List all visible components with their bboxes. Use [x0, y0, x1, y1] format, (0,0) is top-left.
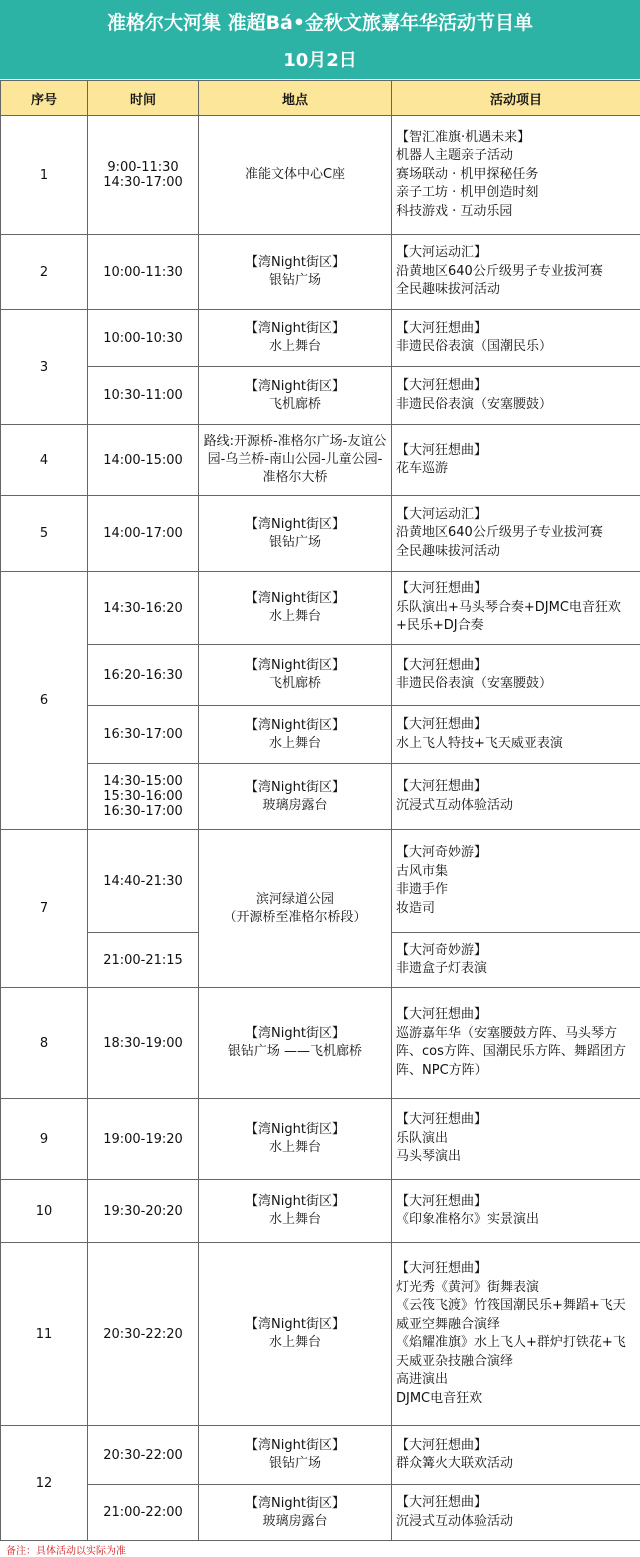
- table-header-row: [1, 81, 640, 116]
- table-row: [1, 235, 640, 310]
- cell-seq: 12: [1, 1426, 88, 1541]
- activity-line: 高进演出: [396, 1372, 449, 1387]
- activity-line: 非遗盒子灯表演: [396, 961, 488, 976]
- cell-activity: [392, 988, 640, 1099]
- activity-line: 花车巡游: [396, 461, 449, 476]
- activity-line: 古风市集: [396, 863, 449, 879]
- place-line: 水上舞台: [268, 1335, 321, 1350]
- cell-activity: [392, 1243, 640, 1426]
- cell-time: [88, 116, 199, 235]
- cell-activity: [392, 496, 640, 572]
- cell-time: [88, 764, 199, 830]
- activity-line: 【大河狂想曲】: [396, 378, 488, 393]
- activity-line: 非遗民俗表演（国潮民乐）: [396, 339, 553, 354]
- activity-line: 【大河狂想曲】: [396, 1112, 488, 1128]
- place-line: 路线:开源桥-准格尔广场-友谊公园-乌兰桥-南山公园-儿童公园-准格尔大桥: [203, 434, 387, 485]
- cell-seq: 5: [1, 496, 88, 572]
- activity-line: 乐队演出: [396, 1130, 449, 1146]
- cell-activity: [392, 310, 640, 367]
- cell-time: [88, 367, 199, 425]
- cell-time: [88, 933, 199, 988]
- place-line: 【湾Night街区】: [245, 779, 345, 795]
- footer-note: 备注：具体活动以实际为准: [6, 1546, 126, 1557]
- cell-activity: [392, 706, 640, 764]
- activity-line: 《云筏飞渡》竹筏国潮民乐+舞蹈+飞天威亚空舞融合演绎: [396, 1298, 626, 1332]
- activity-line: 【大河狂想曲】: [396, 1193, 488, 1209]
- time-line: 10:00-11:30: [103, 264, 183, 280]
- time-line: 14:30-15:00: [103, 774, 183, 789]
- cell-seq: 6: [1, 572, 88, 830]
- cell-time: [88, 425, 199, 496]
- place-line: 【湾Night街区】: [245, 1026, 345, 1041]
- activity-line: 科技游戏 · 互动乐园: [396, 203, 513, 219]
- cell-place: [199, 235, 392, 310]
- cell-activity: [392, 764, 640, 830]
- cell-time: [88, 1243, 199, 1426]
- cell-place: [199, 1426, 392, 1485]
- time-line: 18:30-19:00: [103, 1035, 183, 1051]
- time-line: 21:00-22:00: [103, 1505, 183, 1520]
- activity-line: 【大河运动汇】: [396, 245, 488, 261]
- time-line: 20:30-22:20: [103, 1326, 183, 1342]
- activity-line: 全民趣味拔河活动: [396, 282, 501, 298]
- time-line: 20:30-22:00: [103, 1447, 183, 1463]
- cell-seq: 4: [1, 425, 88, 496]
- place-line: 玻璃房露台: [262, 1513, 328, 1529]
- cell-seq: 1: [1, 116, 88, 235]
- cell-place: [199, 1485, 392, 1541]
- activity-line: 沉浸式互动体验活动: [396, 1513, 514, 1529]
- cell-seq: 8: [1, 988, 88, 1099]
- column-header-seq: 序号: [1, 81, 88, 116]
- table-row: [1, 1426, 640, 1485]
- cell-seq: 11: [1, 1243, 88, 1426]
- cell-time: [88, 1426, 199, 1485]
- place-line: 【湾Night街区】: [245, 1122, 345, 1137]
- cell-time: [88, 988, 199, 1099]
- column-header-activity: 活动项目: [392, 81, 640, 116]
- activity-line: 沉浸式互动体验活动: [396, 797, 514, 813]
- activity-line: 【大河狂想曲】: [396, 442, 488, 458]
- cell-activity: [392, 933, 640, 988]
- activity-line: 【智汇准旗·机遇未来】: [396, 129, 531, 145]
- activity-line: 【大河狂想曲】: [396, 779, 488, 794]
- cell-activity: [392, 572, 640, 645]
- activity-line: 【大河狂想曲】: [396, 1437, 488, 1453]
- cell-activity: [392, 830, 640, 933]
- cell-seq: 9: [1, 1099, 88, 1180]
- cell-place: [199, 706, 392, 764]
- place-line: 水上舞台: [268, 339, 321, 354]
- table-row: [1, 1485, 640, 1541]
- place-line: 【湾Night街区】: [245, 1438, 345, 1453]
- activity-line: 沿黄地区640公斤级男子专业拔河赛: [396, 525, 603, 541]
- cell-place: [199, 1243, 392, 1426]
- schedule-table: [0, 80, 640, 1541]
- activity-line: 群众篝火大联欢活动: [396, 1456, 514, 1471]
- place-line: 【湾Night街区】: [245, 516, 345, 532]
- activity-line: 【大河狂想曲】: [396, 1495, 488, 1510]
- place-line: 【湾Night街区】: [245, 378, 345, 394]
- cell-activity: [392, 1426, 640, 1485]
- place-line: 【湾Night街区】: [245, 1495, 345, 1511]
- table-row: [1, 764, 640, 830]
- place-line: 飞机廊桥: [268, 676, 321, 691]
- place-line: 银钻广场: [268, 1456, 321, 1471]
- activity-line: 马头琴演出: [396, 1149, 462, 1165]
- table-row: [1, 367, 640, 425]
- time-line: 15:30-16:00: [103, 789, 183, 804]
- table-row: [1, 310, 640, 367]
- time-line: 16:30-17:00: [103, 727, 183, 742]
- cell-place: [199, 310, 392, 367]
- activity-line: DJMC电音狂欢: [396, 1390, 483, 1406]
- time-line: 19:00-19:20: [103, 1131, 183, 1147]
- activity-line: 【大河狂想曲】: [396, 1261, 488, 1276]
- cell-time: [88, 1180, 199, 1243]
- cell-seq: 10: [1, 1180, 88, 1243]
- cell-place: [199, 1099, 392, 1180]
- cell-time: [88, 572, 199, 645]
- time-line: 10:30-11:00: [103, 388, 183, 403]
- place-line: 【湾Night街区】: [245, 658, 345, 673]
- activity-line: 【大河狂想曲】: [396, 1007, 488, 1022]
- cell-time: [88, 830, 199, 933]
- activity-line: 【大河奇妙游】: [396, 845, 488, 860]
- activity-line: 《焰耀准旗》水上飞人+群炉打铁花+飞天威亚杂技融合演绎: [396, 1335, 626, 1369]
- activity-line: 【大河奇妙游】: [396, 942, 488, 958]
- time-line: 19:30-20:20: [103, 1203, 183, 1219]
- place-line: 滨河绿道公园: [255, 891, 334, 907]
- place-line: 【湾Night街区】: [245, 321, 345, 336]
- time-line: 14:30-16:20: [103, 600, 183, 616]
- cell-place: [199, 645, 392, 706]
- column-header-time: 时间: [88, 81, 199, 116]
- table-row: [1, 706, 640, 764]
- time-line: 14:30-17:00: [103, 175, 183, 190]
- cell-seq: 2: [1, 235, 88, 310]
- activity-line: 【大河运动汇】: [396, 506, 488, 522]
- table-row: [1, 830, 640, 933]
- place-line: 准能文体中心C座: [244, 167, 346, 182]
- time-line: 16:30-17:00: [103, 804, 183, 819]
- cell-time: [88, 1099, 199, 1180]
- place-line: 【湾Night街区】: [245, 717, 345, 733]
- cell-activity: [392, 1180, 640, 1243]
- page-date: 10月2日: [283, 50, 357, 71]
- cell-seq: 7: [1, 830, 88, 988]
- table-row: [1, 1243, 640, 1426]
- table-row: [1, 116, 640, 235]
- cell-time: [88, 645, 199, 706]
- title-banner: [0, 0, 640, 79]
- cell-activity: [392, 1099, 640, 1180]
- activity-line: 亲子工坊 · 机甲创造时刻: [396, 185, 539, 201]
- place-line: （开源桥至准格尔桥段）: [223, 909, 367, 925]
- cell-place: [199, 830, 392, 988]
- place-line: 【湾Night街区】: [245, 255, 345, 270]
- cell-place: [199, 367, 392, 425]
- table-row: [1, 645, 640, 706]
- cell-place: [199, 1180, 392, 1243]
- activity-line: 【大河狂想曲】: [396, 581, 488, 597]
- cell-activity: [392, 367, 640, 425]
- cell-time: [88, 235, 199, 310]
- place-line: 银钻广场: [268, 273, 321, 288]
- cell-place: [199, 988, 392, 1099]
- table-row: [1, 572, 640, 645]
- activity-line: 妆造司: [396, 900, 436, 916]
- cell-time: [88, 496, 199, 572]
- time-line: 10:00-10:30: [103, 330, 183, 346]
- place-line: 水上舞台: [268, 1140, 321, 1155]
- cell-place: [199, 425, 392, 496]
- activity-line: 《印象准格尔》实景演出: [396, 1212, 540, 1227]
- time-line: 14:00-15:00: [103, 452, 183, 468]
- time-line: 21:00-21:15: [103, 952, 183, 968]
- place-line: 玻璃房露台: [262, 797, 328, 813]
- table-row: [1, 1099, 640, 1180]
- activity-line: 乐队演出+马头琴合奏+DJMC电音狂欢+民乐+DJ合奏: [396, 599, 621, 634]
- activity-line: 巡游嘉年华（安塞腰鼓方阵、马头琴方阵、cos方阵、国潮民乐方阵、舞蹈团方阵、NPC方阵）: [396, 1025, 626, 1078]
- cell-activity: [392, 235, 640, 310]
- cell-place: [199, 764, 392, 830]
- time-line: 14:40-21:30: [103, 873, 183, 889]
- cell-place: [199, 572, 392, 645]
- activity-line: 【大河狂想曲】: [396, 717, 488, 732]
- table-row: [1, 988, 640, 1099]
- activity-line: 【大河狂想曲】: [396, 320, 488, 336]
- activity-line: 非遗手作: [396, 882, 449, 897]
- place-line: 水上舞台: [268, 609, 321, 624]
- table-row: [1, 496, 640, 572]
- time-line: 9:00-11:30: [107, 160, 179, 175]
- cell-place: [199, 496, 392, 572]
- cell-activity: [392, 116, 640, 235]
- cell-activity: [392, 645, 640, 706]
- table-row: [1, 425, 640, 496]
- cell-seq: 3: [1, 310, 88, 425]
- activity-line: 【大河狂想曲】: [396, 657, 488, 673]
- place-line: 【湾Night街区】: [245, 1194, 345, 1209]
- activity-line: 非遗民俗表演（安塞腰鼓）: [396, 676, 553, 691]
- cell-time: [88, 1485, 199, 1541]
- place-line: 银钻广场: [268, 534, 321, 550]
- activity-line: 赛场联动 · 机甲探秘任务: [396, 166, 539, 182]
- place-line: 【湾Night街区】: [245, 591, 345, 606]
- activity-line: 全民趣味拔河活动: [396, 543, 501, 559]
- activity-line: 沿黄地区640公斤级男子专业拔河赛: [396, 263, 603, 279]
- time-line: 14:00-17:00: [103, 526, 183, 541]
- cell-time: [88, 706, 199, 764]
- cell-time: [88, 310, 199, 367]
- table-row: [1, 1180, 640, 1243]
- page-title: 准格尔大河集 准超Bá•金秋文旅嘉年华活动节目单: [106, 12, 534, 34]
- place-line: 银钻广场 ——飞机廊桥: [227, 1044, 363, 1059]
- activity-line: 水上飞人特技+飞天威亚表演: [396, 735, 563, 751]
- time-line: 16:20-16:30: [103, 667, 183, 683]
- place-line: 水上舞台: [268, 735, 321, 751]
- place-line: 飞机廊桥: [268, 396, 321, 412]
- column-header-place: 地点: [199, 81, 392, 116]
- cell-place: [199, 116, 392, 235]
- cell-activity: [392, 425, 640, 496]
- activity-line: 机器人主题亲子活动: [396, 148, 514, 164]
- cell-activity: [392, 1485, 640, 1541]
- activity-line: 灯光秀《黄河》街舞表演: [396, 1279, 540, 1295]
- place-line: 【湾Night街区】: [245, 1317, 345, 1332]
- place-line: 水上舞台: [268, 1212, 321, 1227]
- activity-line: 非遗民俗表演（安塞腰鼓）: [396, 396, 553, 412]
